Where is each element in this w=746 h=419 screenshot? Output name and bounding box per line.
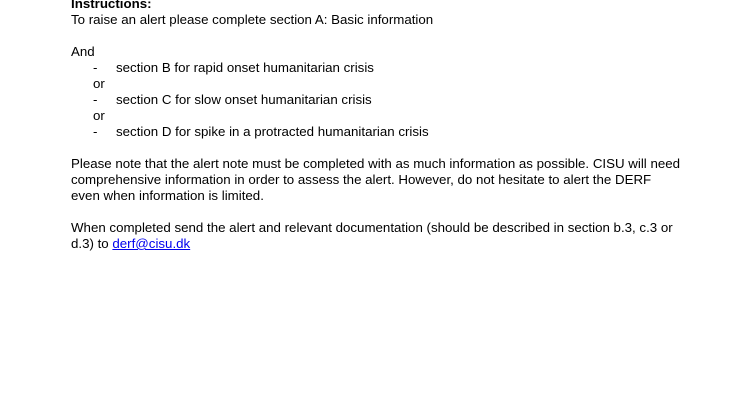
or-label: or xyxy=(93,108,105,123)
intro-text: To raise an alert please complete section A: Basic information xyxy=(71,12,434,27)
email-link[interactable]: derf@cisu.dk xyxy=(112,236,191,251)
dash-bullet: - xyxy=(93,60,98,75)
send-paragraph-text: When completed send the alert and relevant documentation (should be described in section b.3, c.3 or d.3) to xyxy=(71,220,673,251)
instructions-heading: Instructions: xyxy=(71,0,152,11)
option-section-d xyxy=(71,124,681,140)
spacer xyxy=(71,140,681,156)
option-section-c xyxy=(71,92,681,108)
option-text: section B for rapid onset humanitarian crisis xyxy=(116,60,374,75)
spacer xyxy=(71,28,681,44)
note-paragraph: Please note that the alert note must be completed with as much information as possible. CISU will need comprehensive information in order to assess the alert. However, do not hesitate to alert the DERF even when information is limited. xyxy=(71,156,681,203)
send-paragraph xyxy=(71,220,681,252)
and-label: And xyxy=(71,44,95,59)
dash-bullet: - xyxy=(93,92,98,107)
dash-bullet: - xyxy=(93,124,98,139)
instructions-section xyxy=(71,0,681,252)
option-text: section C for slow onset humanitarian crisis xyxy=(116,92,372,107)
spacer xyxy=(71,204,681,220)
or-label: or xyxy=(93,76,105,91)
option-section-b xyxy=(71,60,681,76)
option-text: section D for spike in a protracted humanitarian crisis xyxy=(116,124,429,139)
